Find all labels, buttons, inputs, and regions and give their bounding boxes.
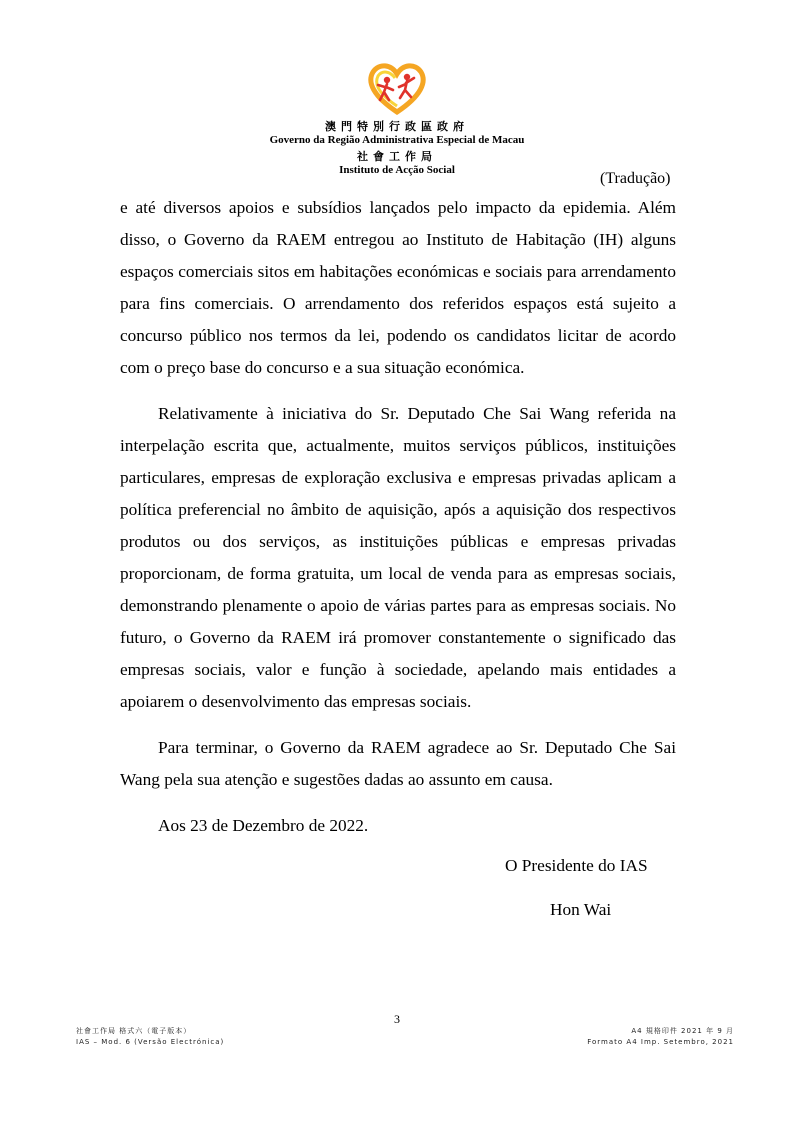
document-header <box>0 60 794 177</box>
footer-print-format-portuguese: Formato A4 Imp. Setembro, 2021 <box>587 1038 734 1046</box>
signatory-name: Hon Wai <box>550 900 612 919</box>
signatory-title: O Presidente do IAS <box>505 856 648 875</box>
translation-note: (Tradução) <box>600 170 671 187</box>
government-name-chinese: 澳門特別行政區政府 <box>325 120 469 133</box>
institute-name-portuguese: Instituto de Acção Social <box>339 164 455 176</box>
footer-print-format <box>587 1026 734 1048</box>
footer-form-id <box>76 1026 224 1048</box>
date-line: Aos 23 de Dezembro de 2022. <box>158 816 369 835</box>
government-name-portuguese: Governo da Região Administrativa Especial de Macau <box>269 134 525 146</box>
document-body <box>120 192 676 856</box>
institute-name-chinese: 社會工作局 <box>357 150 437 163</box>
footer-form-id-chinese: 社會工作局 格式六（電子版本） <box>76 1027 192 1035</box>
body-paragraph-1: e até diversos apoios e subsídios lançados pelo impacto da epidemia. Além disso, o Governo da RAEM entregou ao Instituto de Habitação (IH) alguns espaços comerciais sitos em habitações económicas e sociais para arrendamento para fins comerciais. O arrendamento dos referidos espaços está sujeito a concurso público nos termos da lei, podendo os candidatos licitar de acordo com o preço base do concurso e a sua situação económica. <box>120 198 676 377</box>
ias-heart-logo-icon <box>365 60 429 116</box>
footer-form-id-portuguese: IAS – Mod. 6 (Versão Electrónica) <box>76 1038 225 1046</box>
body-paragraph-3: Para terminar, o Governo da RAEM agradece ao Sr. Deputado Che Sai Wang pela sua atenção e sugestões dadas ao assunto em causa. <box>120 738 676 789</box>
page-number: 3 <box>394 1012 400 1026</box>
footer-print-format-chinese: A4 規格印件 2021 年 9 月 <box>631 1027 734 1035</box>
body-paragraph-2: Relativamente à iniciativa do Sr. Deputado Che Sai Wang referida na interpelação escrita que, actualmente, muitos serviços públicos, instituições particulares, empresas de exploração exclusiva e empresas privadas aplicam a política preferencial no âmbito de aquisição, após a aquisição dos respectivos produtos ou dos serviços, as instituições públicas e empresas privadas proporcionam, de forma gratuita, um local de venda para as empresas sociais, demonstrando plenamente o apoio de várias partes para as empresas sociais. No futuro, o Governo da RAEM irá promover constantemente o significado das empresas sociais, valor e função à sociedade, apelando mais entidades a apoiarem o desenvolvimento das empresas sociais. <box>120 404 676 711</box>
